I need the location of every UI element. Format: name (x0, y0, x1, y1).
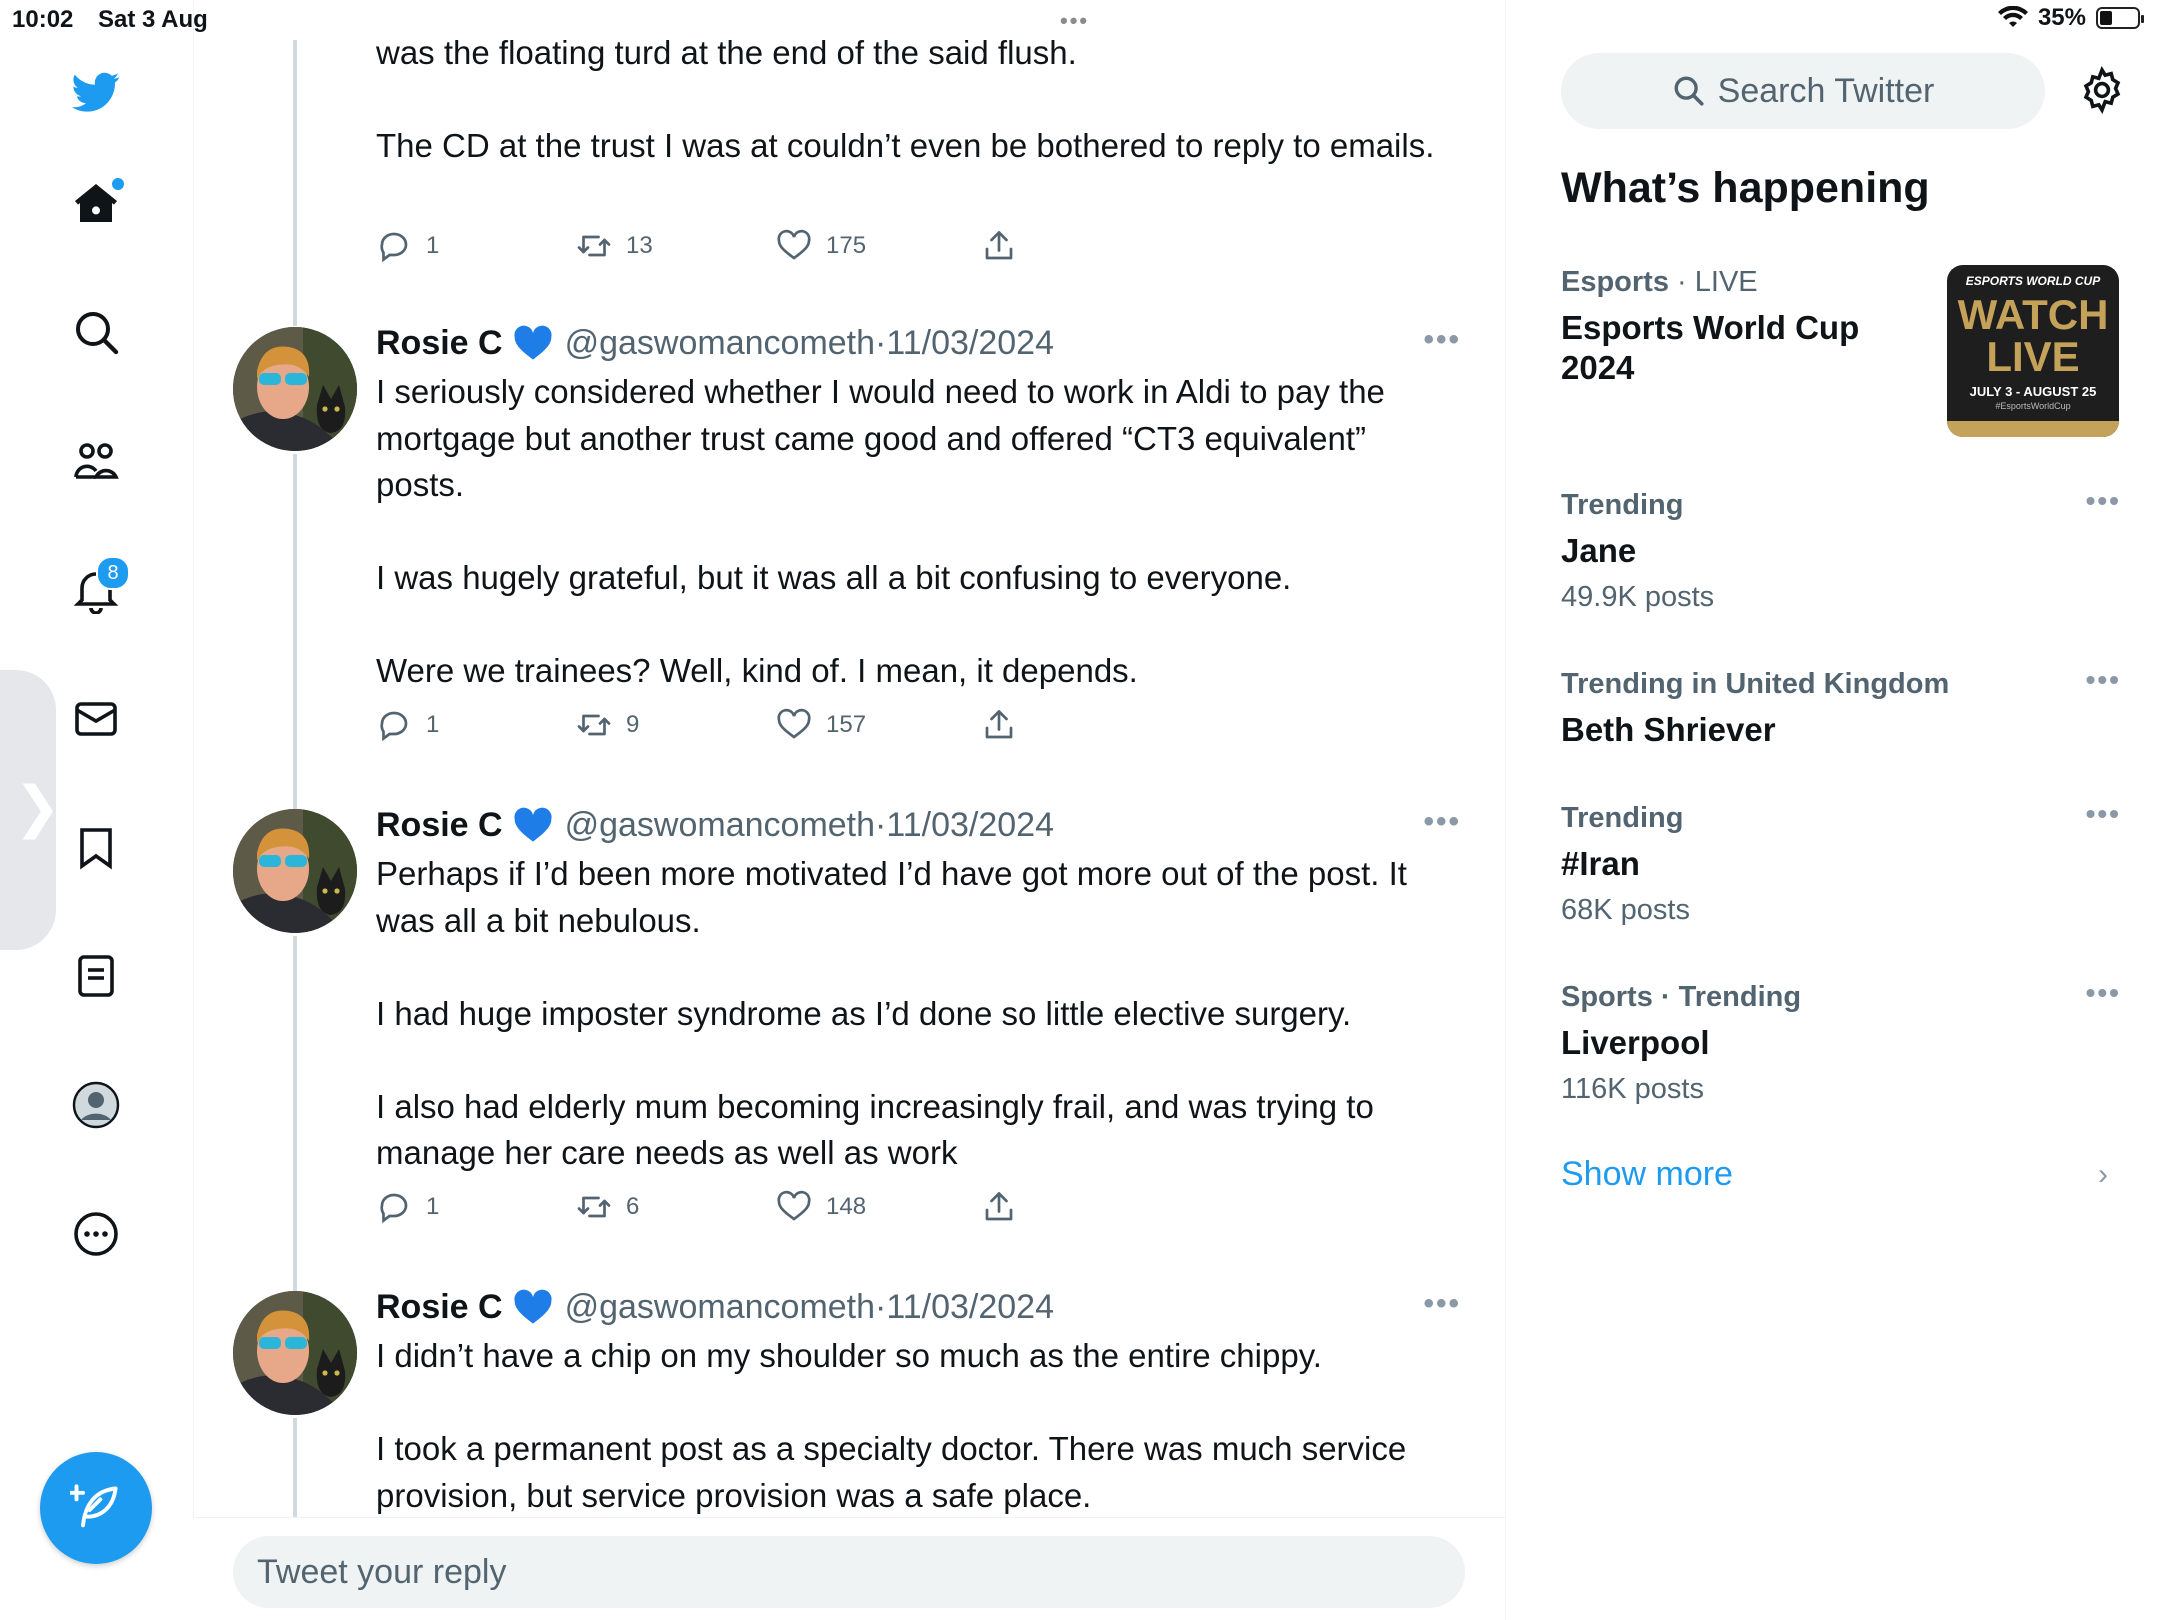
lists-icon[interactable] (68, 948, 124, 1004)
bell-icon[interactable] (68, 562, 124, 618)
thread-line (293, 454, 297, 809)
blue-heart-icon (513, 806, 553, 844)
trend-item[interactable] (1561, 485, 2121, 617)
trend-category: Trending (1561, 802, 1684, 834)
trend-item[interactable] (1561, 664, 2121, 750)
tweet-header (376, 1285, 1054, 1329)
trend-count: 116K posts (1561, 1073, 1704, 1105)
more-options-icon[interactable]: ••• (2085, 798, 2121, 829)
more-options-icon[interactable]: ••• (1423, 323, 1461, 356)
share-icon (981, 228, 1017, 264)
right-sidebar (1506, 0, 2160, 1620)
retweet-button[interactable]: 6 (576, 1189, 639, 1225)
author-name[interactable]: Rosie C (376, 323, 503, 362)
home-new-dot (112, 178, 124, 190)
trend-title: Liverpool (1561, 1024, 1710, 1061)
trend-category: Trending in United Kingdom (1561, 668, 1950, 700)
notifications-badge: 8 (96, 556, 130, 590)
tweet-text: I didn’t have a chip on my shoulder so much as the entire chippy. I took a permanent post as a specialty doctor. There was much service provision, but service provision was a safe place. (376, 1337, 1407, 1514)
thumb-logo-text: ESPORTS WORLD CUP (1965, 274, 2101, 288)
home-icon[interactable] (68, 176, 124, 232)
tweet-actions (376, 228, 1076, 272)
reply-bar (193, 1517, 1505, 1620)
heart-icon (776, 1189, 812, 1225)
whats-happening-title: What’s happening (1561, 164, 1930, 212)
blue-heart-icon (513, 1288, 553, 1326)
more-options-icon[interactable]: ••• (1423, 1287, 1461, 1320)
share-icon (981, 707, 1017, 743)
thread-line (293, 40, 297, 326)
compose-icon (70, 1482, 122, 1534)
trend-title: Jane (1561, 532, 1637, 569)
tweet-text: I seriously considered whether I would need to work in Aldi to pay the mortgage but another trust came good and offered “CT3 equivalent” posts. I was hugely grateful, but it was all a bit confusing to everyone. Were we trainees? Well, kind of. I mean, it depends. (376, 373, 1385, 689)
live-label: LIVE (1694, 266, 1758, 298)
trend-item[interactable] (1561, 798, 2121, 930)
retweet-button[interactable]: 9 (576, 707, 639, 743)
tweet-text: was the floating turd at the end of the said flush. The CD at the trust I was at couldn’t even be bothered to reply to emails. (376, 34, 1435, 164)
search-icon[interactable] (68, 304, 124, 360)
reply-icon (376, 228, 412, 264)
trend-count: 68K posts (1561, 894, 1690, 926)
trend-count: 49.9K posts (1561, 581, 1715, 613)
avatar[interactable] (233, 327, 357, 451)
trend-category: Trending (1561, 489, 1684, 521)
tweet-header (376, 321, 1054, 365)
reply-button[interactable]: 1 (376, 707, 439, 743)
share-button[interactable] (981, 1189, 1017, 1225)
search-placeholder: Search Twitter (1717, 71, 1935, 110)
search-icon (1672, 74, 1706, 108)
share-button[interactable] (981, 707, 1017, 743)
trend-title: #Iran (1561, 845, 1640, 882)
author-name[interactable]: Rosie C (376, 1287, 503, 1326)
tweet-date[interactable]: 11/03/2024 (886, 805, 1055, 844)
author-handle[interactable]: @gaswomancometh (564, 323, 876, 362)
mail-icon[interactable] (68, 691, 124, 747)
thread-line (293, 1418, 297, 1520)
tweet-date[interactable]: 11/03/2024 (886, 1287, 1055, 1326)
reply-icon (376, 707, 412, 743)
trend-category: Sports · Trending (1561, 981, 1802, 1013)
profile-icon[interactable] (68, 1077, 124, 1133)
thumb-dates: JULY 3 - AUGUST 25 (1969, 384, 2097, 399)
communities-icon[interactable] (68, 433, 124, 489)
thumb-watch-text: WATCH LIVE (1957, 291, 2109, 380)
thread-column (193, 0, 1506, 1620)
bookmark-icon[interactable] (68, 820, 124, 876)
side-panel-handle[interactable] (0, 670, 61, 950)
reply-button[interactable]: 1 (376, 1189, 439, 1225)
trend-title: Beth Shriever (1561, 711, 1776, 748)
trend-title: Esports World Cup 2024 (1561, 309, 1860, 386)
author-name[interactable]: Rosie C (376, 805, 503, 844)
heart-icon (776, 707, 812, 743)
esports-thumbnail[interactable] (1947, 265, 2119, 437)
retweet-icon (576, 228, 612, 264)
blue-heart-icon (513, 324, 553, 362)
thumb-hashtag: #EsportsWorldCup (1995, 401, 2071, 411)
trend-item[interactable] (1561, 977, 2121, 1109)
reply-button[interactable]: 1 (376, 228, 439, 264)
reply-input[interactable] (233, 1536, 1465, 1608)
author-handle[interactable]: @gaswomancometh (564, 805, 876, 844)
trend-category: Esports (1561, 266, 1669, 298)
heart-icon (776, 228, 812, 264)
retweet-icon (576, 707, 612, 743)
status-date: Sat 3 Aug (98, 6, 208, 33)
separator: · (875, 805, 887, 844)
like-button[interactable]: 175 (776, 228, 866, 264)
avatar[interactable] (233, 809, 357, 933)
more-options-icon[interactable]: ••• (2085, 485, 2121, 516)
twitter-logo-icon[interactable] (68, 64, 124, 120)
chevron-right-icon: › (2098, 1158, 2108, 1191)
tweet-header (376, 803, 1054, 847)
compose-button[interactable] (40, 1452, 152, 1564)
show-more-link[interactable]: Show more (1561, 1155, 1733, 1193)
retweet-button[interactable]: 13 (576, 228, 653, 264)
thread-line (293, 936, 297, 1291)
more-circle-icon[interactable] (68, 1206, 124, 1262)
like-button[interactable]: 157 (776, 707, 866, 743)
status-time: 10:02 (12, 6, 74, 33)
more-options-icon[interactable]: ••• (1423, 805, 1461, 838)
trend-esports[interactable] (1561, 262, 1941, 388)
search-box[interactable] (1561, 53, 2045, 129)
separator: · (875, 1287, 887, 1326)
chevron-right-icon: ❯ (14, 775, 61, 838)
like-button[interactable]: 148 (776, 1189, 866, 1225)
gear-icon[interactable] (2078, 66, 2126, 114)
author-handle[interactable]: @gaswomancometh (564, 1287, 876, 1326)
multitask-dots-icon[interactable]: ••• (1060, 8, 1090, 33)
share-button[interactable] (981, 228, 1017, 264)
tweet-text: Perhaps if I’d been more motivated I’d have got more out of the post. It was all a bit nebulous. I had huge imposter syndrome as I’d done so little elective surgery. I also had elderly mum becoming increasingly frail, and was trying to manage her care needs as well as work (376, 855, 1407, 1171)
share-icon (981, 1189, 1017, 1225)
tweet-actions (376, 707, 1076, 751)
separator: · (875, 323, 887, 362)
separator: · (1668, 266, 1695, 298)
tweet-date[interactable]: 11/03/2024 (886, 323, 1055, 362)
reply-icon (376, 1189, 412, 1225)
more-options-icon[interactable]: ••• (2085, 977, 2121, 1008)
retweet-icon (576, 1189, 612, 1225)
avatar[interactable] (233, 1291, 357, 1415)
battery-percent: 35% (2037, 4, 2086, 31)
tweet-actions (376, 1189, 1076, 1233)
thumb-strip (1947, 421, 2119, 437)
more-options-icon[interactable]: ••• (2085, 664, 2121, 695)
